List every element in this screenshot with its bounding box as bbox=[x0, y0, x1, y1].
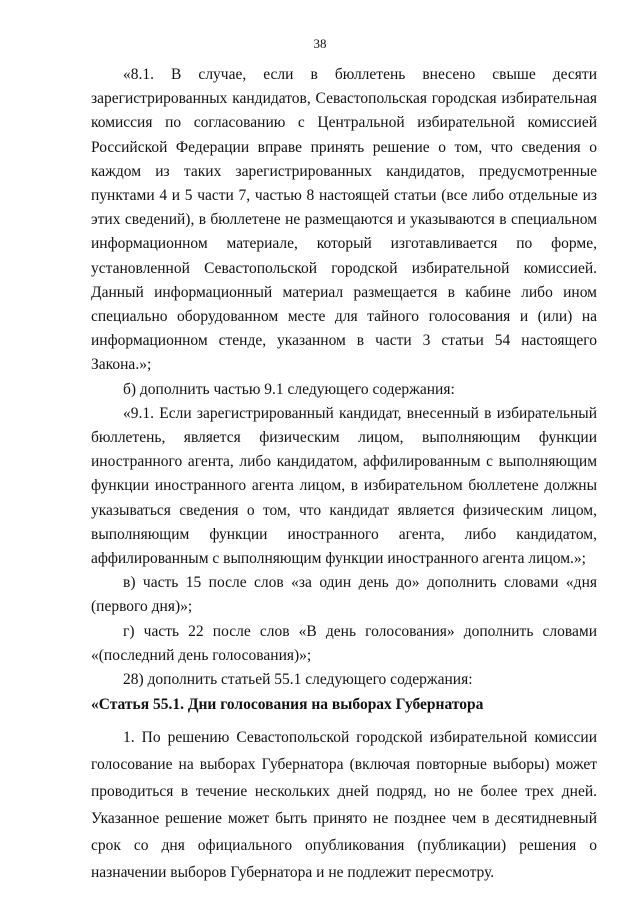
paragraph-8-1: «8.1. В случае, если в бюллетень внесено свыше десяти зарегистрированных кандидатов, Севастопольская городская избирательная комиссия по согласованию с Центральной избирательной комиссией Российской Федерации вправе принять решение о том, что сведения о каждом из таких зарегистрированных кандидатов, предусмотренные пунктами 4 и 5 части 7, частью 8 настоящей статьи (все либо отдельные из этих сведений), в бюллетене не размещаются и указываются в специальном информационном материале, который изготавливается по форме, установленной Севастопольской городской избирательной комиссией. Данный информационный материал размещается в кабине либо ином специально оборудованном месте для тайного голосования и (или) на информационном стенде, указанном в части 3 статьи 54 настоящего Закона.»; bbox=[91, 66, 597, 374]
paragraph-g: г) часть 22 после слов «В день голосования» дополнить словами «(последний день голосования)»; bbox=[91, 622, 597, 664]
document-body bbox=[91, 63, 597, 886]
paragraph-28: 28) дополнить статьей 55.1 следующего содержания: bbox=[123, 671, 473, 689]
article-heading: «Статья 55.1. Дни голосования на выборах Губернатора bbox=[91, 696, 484, 714]
paragraph-v: в) часть 15 после слов «за один день до» дополнить словами «дня (первого дня)»; bbox=[91, 574, 597, 616]
article-paragraph-1: 1. По решению Севастопольской городской избирательной комиссии голосование на выборах Губернатора (включая повторные выборы) может проводиться в течение нескольких дней подряд, но не более трех дней. Указанное решение может быть принято не позднее чем в десятидневный срок со дня официального опубликования (публикации) решения о назначении выборов Губернатора и не подлежит пересмотру. bbox=[91, 729, 597, 882]
paragraph-9-1: «9.1. Если зарегистрированный кандидат, внесенный в избирательный бюллетень, является физическим лицом, выполняющим функции иностранного агента, либо кандидатом, аффилированным с выполняющим функции иностранного агента лицом, в избирательном бюллетене должны указываться сведения о том, что кандидат является физическим лицом, выполняющим функции иностранного агента, либо кандидатом, аффилированным с выполняющим функции иностранного агента лицом.»; bbox=[91, 404, 597, 568]
paragraph-b: б) дополнить частью 9.1 следующего содержания: bbox=[123, 380, 455, 398]
page-number: 38 bbox=[313, 36, 327, 51]
